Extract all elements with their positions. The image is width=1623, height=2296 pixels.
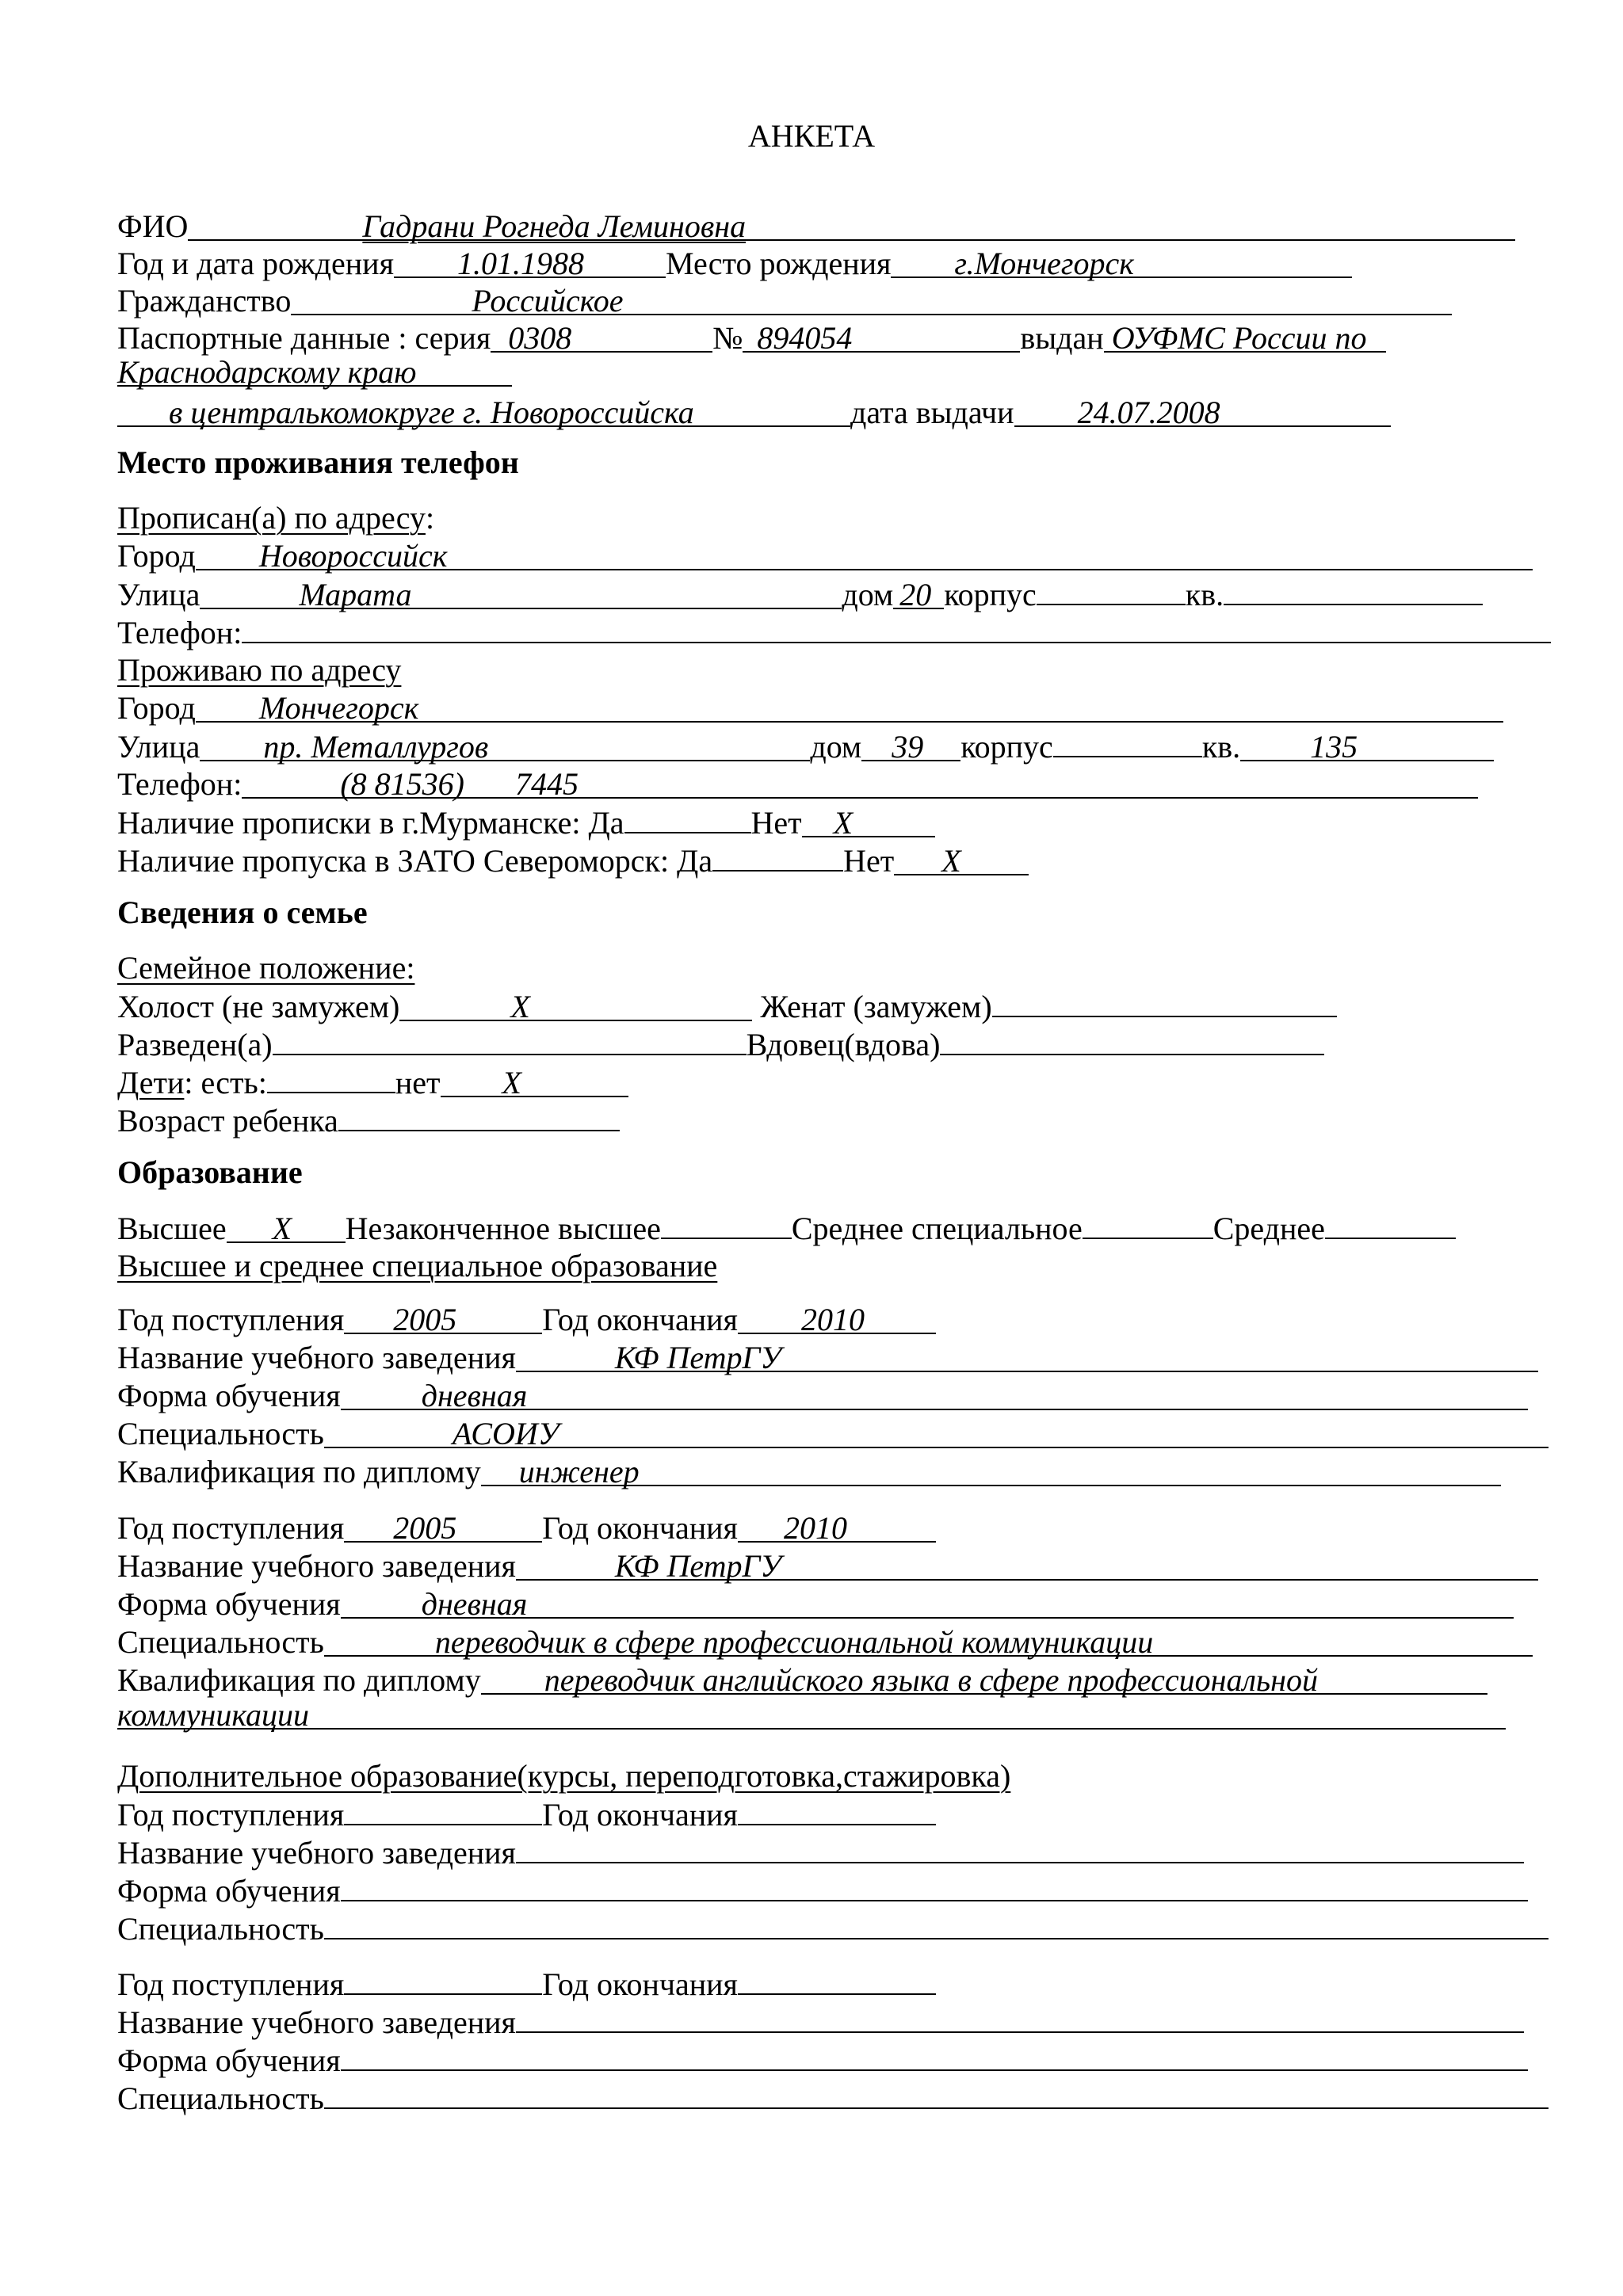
add-1-years-row: [117, 1795, 936, 1833]
single-row: [117, 987, 1337, 1025]
issued-by-row-3: [117, 394, 1391, 432]
entry-1-specialty-field[interactable]: АСОИУ: [324, 1418, 1549, 1448]
murmansk-yes-field[interactable]: [624, 803, 751, 833]
add-2-specialty-label: Специальность: [117, 2081, 324, 2116]
entry-2-form-field[interactable]: дневная: [341, 1589, 1514, 1619]
widowed-field[interactable]: [940, 1025, 1324, 1055]
live-phone-label: Телефон:: [117, 766, 242, 802]
child-age-field[interactable]: [338, 1101, 620, 1131]
add-1-form-field[interactable]: [341, 1871, 1528, 1901]
single-field[interactable]: X: [399, 991, 752, 1021]
add-1-specialty-label: Специальность: [117, 1911, 324, 1947]
entry-2-year-out-field[interactable]: 2010: [738, 1512, 936, 1543]
live-city-row: [117, 689, 1503, 727]
add-1-form-row: [117, 1871, 1528, 1909]
child-age-row: [117, 1101, 620, 1139]
issue-date-field[interactable]: 24.07.2008: [1014, 397, 1391, 427]
live-phone-row: [117, 765, 1478, 803]
live-street-field[interactable]: пр. Металлургов: [200, 731, 810, 761]
add-2-year-in-label: Год поступления: [117, 1966, 345, 2002]
entry-1-form-row: [117, 1377, 1528, 1415]
entry-2-institution-field[interactable]: КФ ПетрГУ: [516, 1550, 1538, 1581]
add-1-year-out-field[interactable]: [738, 1795, 936, 1825]
reg-korpus-field[interactable]: [1037, 575, 1186, 605]
zato-label: Наличие пропуска в ЗАТО Североморск: Да: [117, 843, 713, 879]
entry-1-qualification-row: [117, 1453, 1501, 1491]
entry-1-institution-row: [117, 1339, 1538, 1377]
reg-street-row: [117, 575, 1483, 613]
issued-by-field[interactable]: ОУФМС России по: [1104, 322, 1386, 353]
family-heading: Сведения о семье: [117, 894, 368, 930]
add-1-specialty-row: [117, 1909, 1549, 1947]
live-korpus-label: корпус: [960, 729, 1053, 765]
entry-1-year-out-label: Год окончания: [542, 1302, 738, 1337]
married-label: Женат (замужем): [760, 989, 992, 1024]
live-korpus-field[interactable]: [1053, 727, 1202, 757]
secondary-field[interactable]: [1325, 1209, 1456, 1239]
entry-2-qualification-row-2: [117, 1699, 1506, 1737]
add-2-institution-label: Название учебного заведения: [117, 2004, 516, 2040]
children-row: [117, 1063, 628, 1101]
add-1-year-out-label: Год окончания: [542, 1797, 738, 1833]
add-1-institution-row: [117, 1833, 1524, 1871]
entry-1-years-row: [117, 1301, 936, 1339]
single-label: Холост (не замужем): [117, 989, 400, 1024]
entry-2-institution-row: [117, 1547, 1538, 1585]
registration-heading-row: Прописан(а) по адресу :: [117, 500, 435, 536]
incomplete-higher-field[interactable]: [661, 1209, 792, 1239]
fio-row: [117, 208, 1515, 246]
reg-house-field[interactable]: 20: [893, 579, 944, 609]
entry-1-year-in-label: Год поступления: [117, 1302, 345, 1337]
children-label: Дети: [117, 1065, 185, 1100]
secondary-special-field[interactable]: [1083, 1209, 1213, 1239]
page-title: АНКЕТА: [747, 118, 876, 154]
passport-series-field[interactable]: 0308: [491, 322, 712, 353]
reg-street-field[interactable]: Марата: [200, 579, 842, 609]
marital-status-heading: Семейное положение:: [117, 950, 415, 986]
entry-2-specialty-field[interactable]: переводчик в сфере профессиональной коммуникации: [324, 1627, 1533, 1657]
add-1-specialty-field[interactable]: [324, 1909, 1549, 1939]
entry-2-year-in-field[interactable]: 2005: [344, 1512, 542, 1543]
citizenship-field[interactable]: Российское: [291, 285, 1452, 315]
entry-2-years-row: [117, 1509, 936, 1547]
reg-phone-row: [117, 613, 1551, 651]
divorced-field[interactable]: [273, 1025, 747, 1055]
add-2-institution-field[interactable]: [516, 2003, 1524, 2033]
add-2-form-row: [117, 2041, 1528, 2079]
reg-street-label: Улица: [117, 577, 200, 612]
murmansk-no-label: Нет: [750, 805, 802, 841]
murmansk-no-field[interactable]: X: [802, 807, 935, 837]
add-2-year-in-field[interactable]: [344, 1965, 542, 1995]
entry-1-qualification-label: Квалификация по диплому: [117, 1454, 481, 1489]
higher-label: Высшее: [117, 1211, 227, 1246]
entry-1-specialty-row: [117, 1415, 1549, 1453]
children-yes-field[interactable]: [267, 1063, 395, 1093]
higher-education-heading-row: [117, 1247, 717, 1285]
entry-2-institution-label: Название учебного заведения: [117, 1548, 516, 1584]
add-2-institution-row: [117, 2003, 1524, 2041]
live-city-label: Город: [117, 690, 196, 726]
education-heading: Образование: [117, 1154, 303, 1190]
education-level-row: [117, 1209, 1456, 1247]
reg-apt-label: кв.: [1185, 577, 1224, 612]
entry-1-year-in-field[interactable]: 2005: [344, 1304, 542, 1334]
incomplete-higher-label: Незаконченное высшее: [345, 1211, 661, 1246]
entry-1-institution-label: Название учебного заведения: [117, 1340, 516, 1375]
add-1-form-label: Форма обучения: [117, 1873, 341, 1909]
divorced-label: Разведен(а): [117, 1027, 273, 1062]
higher-field[interactable]: X: [227, 1213, 346, 1243]
add-1-year-in-label: Год поступления: [117, 1797, 345, 1833]
reg-phone-field[interactable]: [242, 613, 1551, 643]
entry-2-qualification-field[interactable]: переводчик английского языка в сфере профессиональной: [481, 1665, 1487, 1695]
live-heading-row: [117, 651, 401, 689]
murmansk-row: [117, 803, 935, 841]
live-apt-label: кв.: [1201, 729, 1241, 765]
reg-city-field[interactable]: Новороссийск: [196, 540, 1533, 570]
entry-2-qualification-label: Квалификация по диплому: [117, 1662, 481, 1698]
fio-field[interactable]: Гадрани Рогнеда Леминовна: [188, 211, 1515, 241]
murmansk-label: Наличие прописки в г.Мурманске: Да: [117, 805, 624, 841]
reg-city-label: Город: [117, 538, 196, 574]
add-1-year-in-field[interactable]: [344, 1795, 542, 1825]
birth-row: [117, 245, 1352, 283]
live-street-label: Улица: [117, 729, 200, 765]
entry-2-qualification-row: [117, 1661, 1487, 1699]
live-house-field[interactable]: 39: [861, 731, 960, 761]
reg-phone-label: Телефон:: [117, 615, 242, 650]
entry-1-form-field[interactable]: дневная: [341, 1380, 1528, 1410]
children-yes-label: : есть:: [184, 1065, 267, 1100]
passport-number-label: №: [712, 320, 743, 356]
marital-heading-row: [117, 949, 414, 987]
zato-no-field[interactable]: X: [894, 845, 1029, 875]
married-field[interactable]: [992, 987, 1337, 1017]
live-city-field[interactable]: Мончегорск: [196, 692, 1503, 723]
reg-korpus-label: корпус: [944, 577, 1037, 612]
live-apt-field[interactable]: 135: [1240, 731, 1494, 761]
child-age-label: Возраст ребенка: [117, 1103, 338, 1138]
reg-apt-field[interactable]: [1224, 575, 1483, 605]
reg-house-label: дом: [842, 577, 894, 612]
fio-label: ФИО: [117, 208, 189, 244]
entry-1-year-out-field[interactable]: 2010: [738, 1304, 936, 1334]
entry-2-qualification-field-2[interactable]: коммуникации: [117, 1699, 1506, 1730]
registration-heading: Прописан(а) по адресу: [117, 500, 426, 536]
issued-by-field-2[interactable]: Краснодарскому краю: [117, 357, 512, 387]
add-1-institution-field[interactable]: [516, 1833, 1524, 1863]
secondary-special-label: Среднее специальное: [791, 1211, 1083, 1246]
issued-by-field-3[interactable]: в централькомокруге г. Новороссийска: [117, 397, 850, 427]
citizenship-label: Гражданство: [117, 283, 292, 318]
citizenship-row: [117, 282, 1452, 320]
add-2-years-row: [117, 1965, 936, 2003]
birthplace-label: Место рождения: [665, 246, 892, 281]
entry-1-specialty-label: Специальность: [117, 1416, 324, 1451]
passport-series-label: Паспортные данные : серия: [117, 320, 491, 356]
birth-date-label: Год и дата рождения: [117, 246, 394, 281]
additional-education-heading: Дополнительное образование(курсы, переподготовка,стажировка): [117, 1758, 1011, 1794]
add-2-form-field[interactable]: [341, 2041, 1528, 2071]
birth-date-field[interactable]: 1.01.1988: [394, 248, 666, 278]
live-house-label: дом: [810, 729, 862, 765]
live-phone-field[interactable]: (8 81536) 7445: [242, 769, 1478, 799]
issued-by-row-2: [117, 354, 512, 395]
issued-by-label: выдан: [1020, 320, 1104, 356]
reg-city-row: [117, 537, 1533, 575]
add-2-specialty-row: [117, 2079, 1549, 2117]
entry-2-form-row: [117, 1585, 1514, 1623]
passport-number-field[interactable]: 894054: [743, 322, 1020, 353]
add-2-form-label: Форма обучения: [117, 2042, 341, 2078]
entry-2-year-in-label: Год поступления: [117, 1510, 345, 1546]
higher-education-heading: Высшее и среднее специальное образование: [117, 1248, 718, 1283]
live-street-row: [117, 727, 1494, 765]
entry-2-form-label: Форма обучения: [117, 1586, 341, 1622]
passport-row: [117, 319, 1386, 357]
secondary-label: Среднее: [1212, 1211, 1325, 1246]
children-no-label: нет: [395, 1065, 441, 1100]
zato-row: [117, 841, 1029, 879]
entry-1-qualification-field[interactable]: инженер: [481, 1456, 1501, 1486]
additional-education-heading-row: [117, 1757, 1010, 1795]
issue-date-label: дата выдачи: [850, 395, 1014, 430]
zato-yes-field[interactable]: [712, 841, 843, 871]
children-no-field[interactable]: X: [441, 1067, 628, 1097]
entry-1-form-label: Форма обучения: [117, 1378, 341, 1413]
widowed-label: Вдовец(вдова): [746, 1027, 941, 1062]
entry-1-institution-field[interactable]: КФ ПетрГУ: [516, 1342, 1538, 1372]
entry-2-specialty-label: Специальность: [117, 1624, 324, 1660]
add-1-institution-label: Название учебного заведения: [117, 1835, 516, 1871]
add-2-year-out-label: Год окончания: [542, 1966, 738, 2002]
residence-heading: Место проживания телефон: [117, 444, 519, 480]
add-2-specialty-field[interactable]: [324, 2079, 1549, 2109]
birthplace-field[interactable]: г.Мончегорск: [891, 248, 1352, 278]
entry-2-year-out-label: Год окончания: [542, 1510, 738, 1546]
add-2-year-out-field[interactable]: [738, 1965, 936, 1995]
live-address-heading: Проживаю по адресу: [117, 652, 402, 688]
zato-no-label: Нет: [843, 843, 895, 879]
entry-2-specialty-row: [117, 1623, 1533, 1661]
divorced-row: [117, 1025, 1324, 1063]
